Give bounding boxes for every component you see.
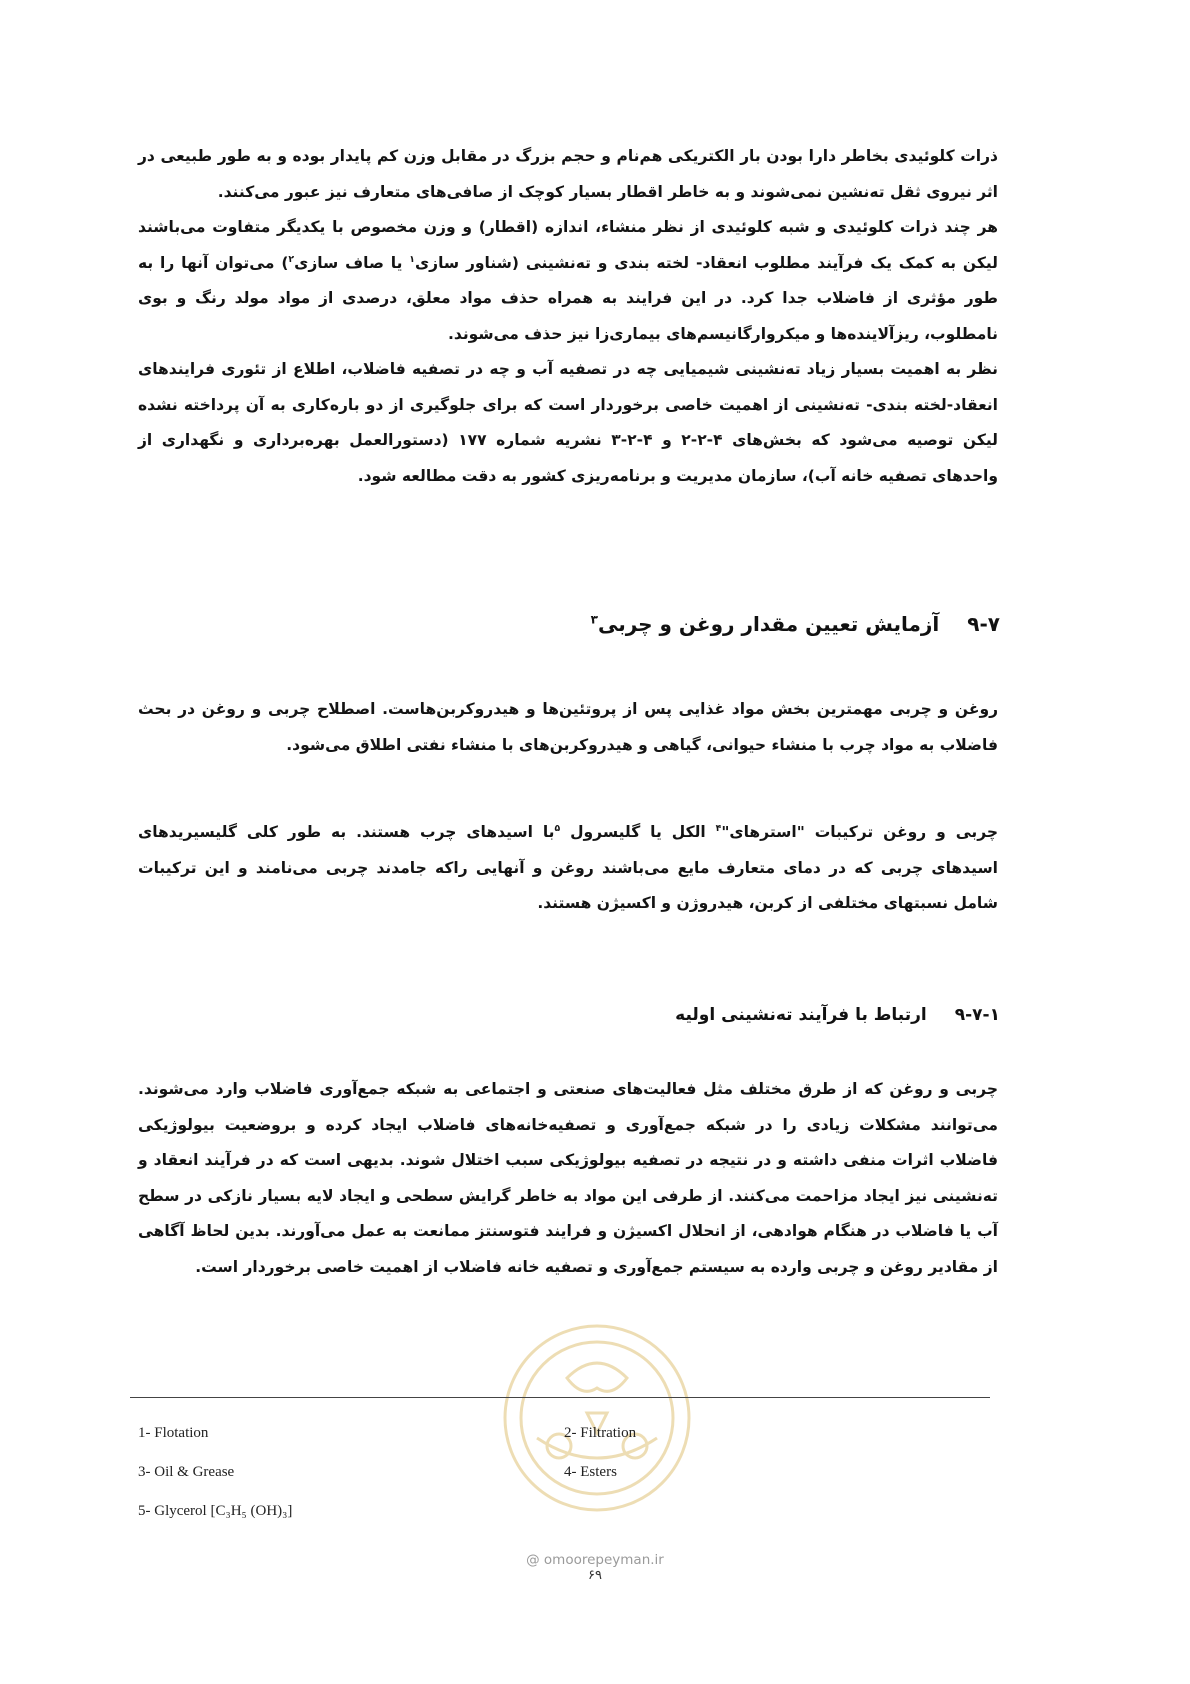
subsection-heading xyxy=(675,1005,1000,1025)
intro-text-block xyxy=(138,139,998,494)
section-number: ۹-۷ xyxy=(967,612,1000,636)
paragraph-coagulation-part-a: هر چند ذرات کلوئیدی و شبه کلوئیدی از نظر منشاء، اندازه (اقطار) و وزن مخصوص با یکدیگر متفاوت می‌باشند لیکن به کمک یک فرآیند مطلوب انعقاد- لخته بندی و ته‌نشینی (شناور سازی xyxy=(138,218,999,272)
paragraph-chemical-settling: نظر به اهمیت بسیار زیاد ته‌نشینی شیمیایی چه در تصفیه آب و چه در تصفیه فاضلاب، اطلاع از تئوری فرایندهای انعقاد-لخته بندی- ته‌نشینی از اهمیت خاصی برخوردار است که برای جلوگیری از دو باره‌کاری به آن پرداخته نشده لیکن توصیه می‌شود که بخش‌های ۴-۲-۲ و ۴-۲-۳ نشریه شماره ۱۷۷ (دستورالعمل بهره‌برداری و نگهداری از واحدهای تصفیه خانه آب)، سازمان مدیریت و برنامه‌ریزی کشور به دقت مطالعه شود. xyxy=(138,360,999,485)
subsection-title: ارتباط با فرآیند ته‌نشینی اولیه xyxy=(675,1005,927,1025)
footnote-3: 3- Oil & Grease xyxy=(138,1464,235,1480)
paragraph-coagulation-part-b: یا صاف سازی xyxy=(294,253,410,272)
oil-composition-block xyxy=(138,815,998,922)
footnote-marker-1: ۱ xyxy=(409,253,415,265)
paragraph-oil-impact: چربی و روغن که از طرق مختلف مثل فعالیت‌های صنعتی و اجتماعی به شبکه جمع‌آوری فاضلاب وارد می‌شوند. می‌توانند مشکلات زیادی را در شبکه جمع‌آوری و تصفیه‌خانه‌های فاضلاب ایجاد کرده و بروضعیت بیولوژیکی فاضلاب اثرات منفی داشته و در نتیجه در تصفیه بیولوژیکی سبب اختلال شوند. بدیهی است که در فرآیند انعقاد و ته‌نشینی نیز ایجاد مزاحمت می‌کنند. از طرفی این مواد به خاطر گرایش سطحی و ایجاد لایه بسیار نازکی در سطح آب یا فاضلاب در هنگام هوادهی، از انحلال اکسیژن و فرایند فتوسنتز ممانعت به عمل می‌آورند. بدین لحاظ آگاهی از مقادیر روغن و چربی وارده به سیستم جمع‌آوری و تصفیه خانه فاضلاب از اهمیت خاصی برخوردار است. xyxy=(138,1080,998,1276)
watermark-logo xyxy=(497,1318,697,1518)
at-icon: @ xyxy=(526,1552,540,1568)
paragraph-oil-composition xyxy=(138,815,998,922)
oil-impact-block xyxy=(138,1072,998,1285)
website-watermark xyxy=(0,1552,1190,1568)
footnote-marker-2: ۲ xyxy=(288,253,295,265)
paragraph-oil-composition-part-c: با اسیدهای چرب هستند. به طور کلی گلیسیریدهای اسیدهای چربی که در دمای متعارف مایع می‌باشند روغن و آنهایی راکه جامدند چربی می‌نامند و این ترکیبات شامل نسبتهای مختلفی از کربن، هیدروژن و اکسیژن هستند. xyxy=(138,823,998,912)
footnote-4: 4- Esters xyxy=(564,1464,617,1480)
paragraph-oil-definition: روغن و چربی مهمترین بخش مواد غذایی پس از پروتئین‌ها و هیدروکربن‌هاست. اصطلاح چربی و روغن در بحث فاضلاب به مواد چرب با منشاء حیوانی، گیاهی و هیدروکربن‌های با منشاء نفتی اطلاق می‌شود. xyxy=(138,700,998,754)
paragraph-oil-composition-part-a: چربی و روغن ترکیبات "استرهای" xyxy=(721,823,999,841)
subsection-number: ۹-۷-۱ xyxy=(954,1005,1000,1025)
footnote-5: 5- Glycerol [C₃H₅ (OH)₃] xyxy=(138,1503,293,1519)
footnote-divider xyxy=(130,1397,990,1398)
oil-definition-block xyxy=(138,692,998,763)
section-heading xyxy=(591,612,1000,636)
footnote-marker-4: ۴ xyxy=(715,822,722,834)
paragraph-coagulation xyxy=(138,210,998,352)
footnote-1: 1- Flotation xyxy=(138,1425,209,1441)
footnote-2: 2- Filtration xyxy=(564,1425,637,1441)
page-number: ۶۹ xyxy=(588,1568,602,1583)
paragraph-oil-composition-part-b: الکل یا گلیسرول xyxy=(560,823,716,841)
paragraph-coagulation-part-c: ) می‌توان آنها را به طور مؤثری از فاضلاب جدا کرد. در این فرایند به همراه حذف مواد معلق، درصدی از مواد مولد رنگ و بوی نامطلوب، ریزآلاینده‌ها و میکروارگانیسم‌های بیماری‌زا نیز حذف می‌شوند. xyxy=(138,253,998,343)
footnote-marker-5: ۵ xyxy=(554,822,561,834)
footnote-marker-3: ۳ xyxy=(590,612,598,627)
section-title: آزمایش تعیین مقدار روغن و چربی xyxy=(597,612,940,636)
paragraph-colloids: ذرات کلوئیدی بخاطر دارا بودن بار الکتریکی هم‌نام و حجم بزرگ در مقابل وزن کم پایدار بوده و به طور طبیعی در اثر نیروی ثقل ته‌نشین نمی‌شوند و به خاطر اقطار بسیار کوچک از صافی‌های متعارف نیز عبور می‌کنند. xyxy=(138,147,998,201)
website-text: omoorepeyman.ir xyxy=(543,1552,664,1568)
